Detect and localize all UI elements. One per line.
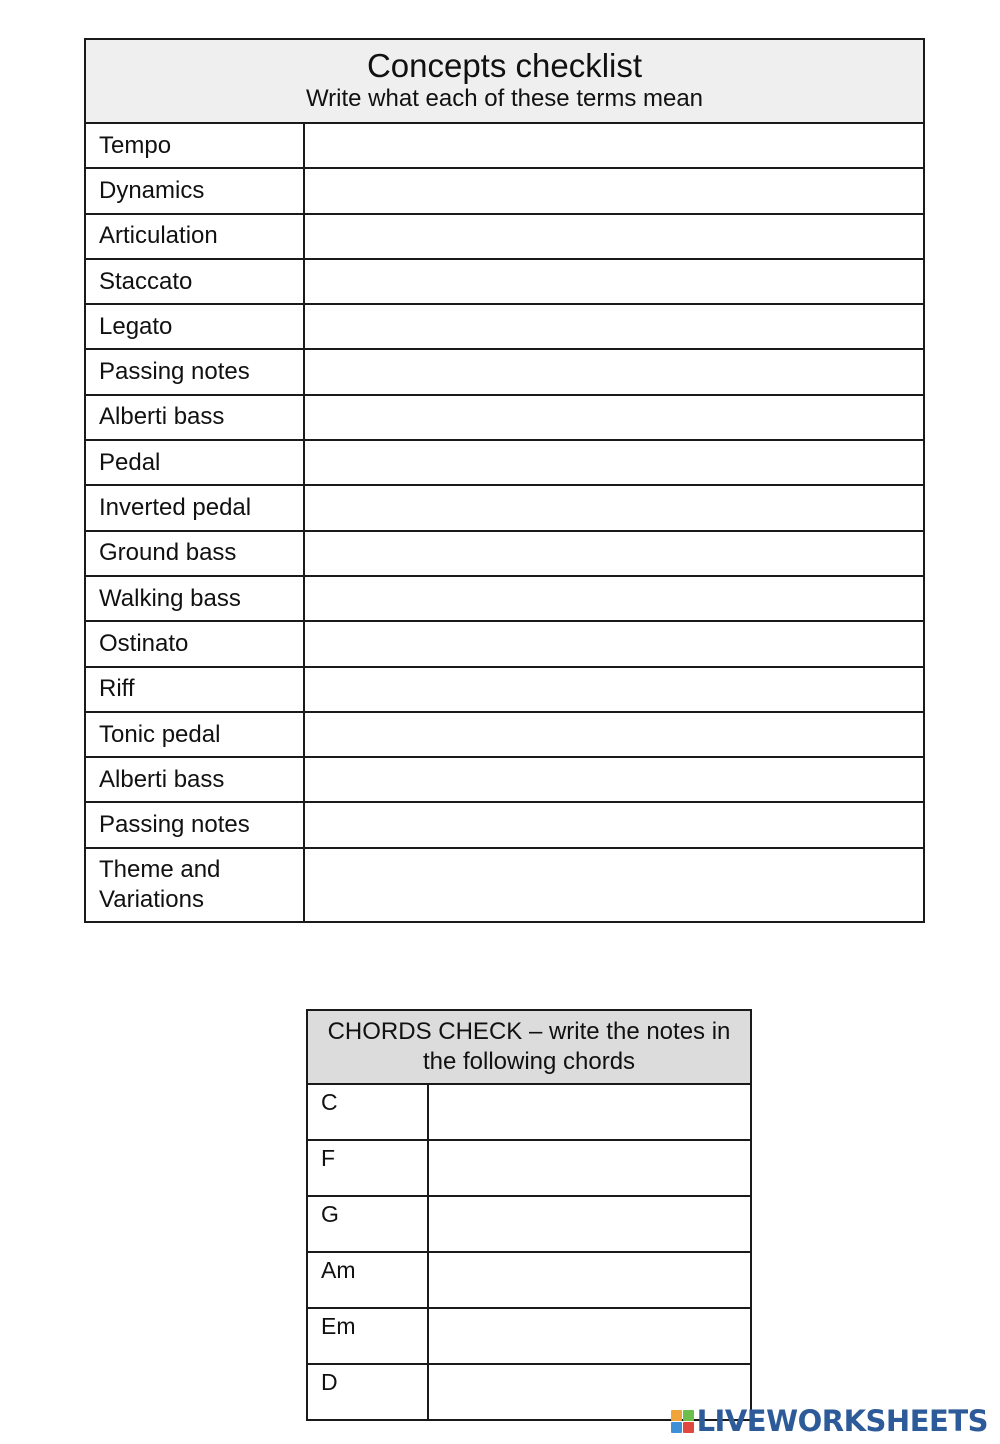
- concept-answer-field[interactable]: [304, 395, 924, 440]
- concepts-subtitle: Write what each of these terms mean: [305, 85, 704, 112]
- concept-answer-field[interactable]: [304, 349, 924, 394]
- concept-row: [85, 667, 924, 712]
- concept-row: [85, 440, 924, 485]
- concept-row: [85, 123, 924, 168]
- concept-answer-field[interactable]: [304, 531, 924, 576]
- chord-answer-field[interactable]: [428, 1308, 751, 1364]
- concept-row: [85, 621, 924, 666]
- chord-row: [307, 1252, 751, 1308]
- concept-term: Walking bass: [85, 576, 304, 621]
- concept-term: Dynamics: [85, 168, 304, 213]
- chord-answer-field[interactable]: [428, 1252, 751, 1308]
- concept-answer-field[interactable]: [304, 123, 924, 168]
- concept-row: [85, 802, 924, 847]
- concept-answer-field[interactable]: [304, 259, 924, 304]
- concept-term: Alberti bass: [85, 757, 304, 802]
- concept-term: Ostinato: [85, 621, 304, 666]
- concept-term: Passing notes: [85, 802, 304, 847]
- chord-label: Am: [307, 1252, 428, 1308]
- chord-row: [307, 1196, 751, 1252]
- chords-header: CHORDS CHECK – write the notes in the following chords: [307, 1010, 751, 1084]
- liveworksheets-logo-icon: [671, 1410, 694, 1433]
- concept-term: Theme and Variations: [85, 848, 304, 922]
- chord-answer-field[interactable]: [428, 1196, 751, 1252]
- logo-tile: [683, 1410, 694, 1421]
- concept-row: [85, 757, 924, 802]
- concept-row: [85, 349, 924, 394]
- concept-row: [85, 848, 924, 922]
- chord-row: [307, 1308, 751, 1364]
- concept-row: [85, 304, 924, 349]
- concept-answer-field[interactable]: [304, 168, 924, 213]
- concept-answer-field[interactable]: [304, 667, 924, 712]
- concept-answer-field[interactable]: [304, 214, 924, 259]
- concept-term: Inverted pedal: [85, 485, 304, 530]
- chord-answer-field[interactable]: [428, 1084, 751, 1140]
- concept-term: Riff: [85, 667, 304, 712]
- concepts-title: Concepts checklist: [366, 47, 643, 84]
- concept-row: [85, 712, 924, 757]
- chord-label: F: [307, 1140, 428, 1196]
- concept-term: Tempo: [85, 123, 304, 168]
- concept-term: Tonic pedal: [85, 712, 304, 757]
- concepts-header: [85, 39, 924, 123]
- concept-row: [85, 214, 924, 259]
- brand-text: LIVEWORKSHEETS: [696, 1404, 988, 1438]
- chord-label: C: [307, 1084, 428, 1140]
- concepts-table: [84, 38, 925, 923]
- concept-term: Staccato: [85, 259, 304, 304]
- concept-answer-field[interactable]: [304, 712, 924, 757]
- concept-answer-field[interactable]: [304, 440, 924, 485]
- concept-answer-field[interactable]: [304, 304, 924, 349]
- concept-term: Pedal: [85, 440, 304, 485]
- logo-tile: [671, 1422, 682, 1433]
- concept-row: [85, 576, 924, 621]
- concept-answer-field[interactable]: [304, 485, 924, 530]
- concept-term: Passing notes: [85, 349, 304, 394]
- liveworksheets-brand: [671, 1404, 988, 1438]
- chord-label: Em: [307, 1308, 428, 1364]
- concept-row: [85, 168, 924, 213]
- concept-row: [85, 531, 924, 576]
- concept-answer-field[interactable]: [304, 757, 924, 802]
- chord-label: G: [307, 1196, 428, 1252]
- concept-term: Alberti bass: [85, 395, 304, 440]
- concept-answer-field[interactable]: [304, 621, 924, 666]
- logo-tile: [683, 1422, 694, 1433]
- concept-term: Legato: [85, 304, 304, 349]
- concept-answer-field[interactable]: [304, 576, 924, 621]
- chord-answer-field[interactable]: [428, 1140, 751, 1196]
- chord-row: [307, 1084, 751, 1140]
- chords-table: [306, 1009, 752, 1421]
- concept-term: Ground bass: [85, 531, 304, 576]
- concept-row: [85, 485, 924, 530]
- concept-row: [85, 395, 924, 440]
- chord-row: [307, 1140, 751, 1196]
- chord-label: D: [307, 1364, 428, 1420]
- concept-answer-field[interactable]: [304, 848, 924, 922]
- concept-answer-field[interactable]: [304, 802, 924, 847]
- concept-row: [85, 259, 924, 304]
- logo-tile: [671, 1410, 682, 1421]
- concept-term: Articulation: [85, 214, 304, 259]
